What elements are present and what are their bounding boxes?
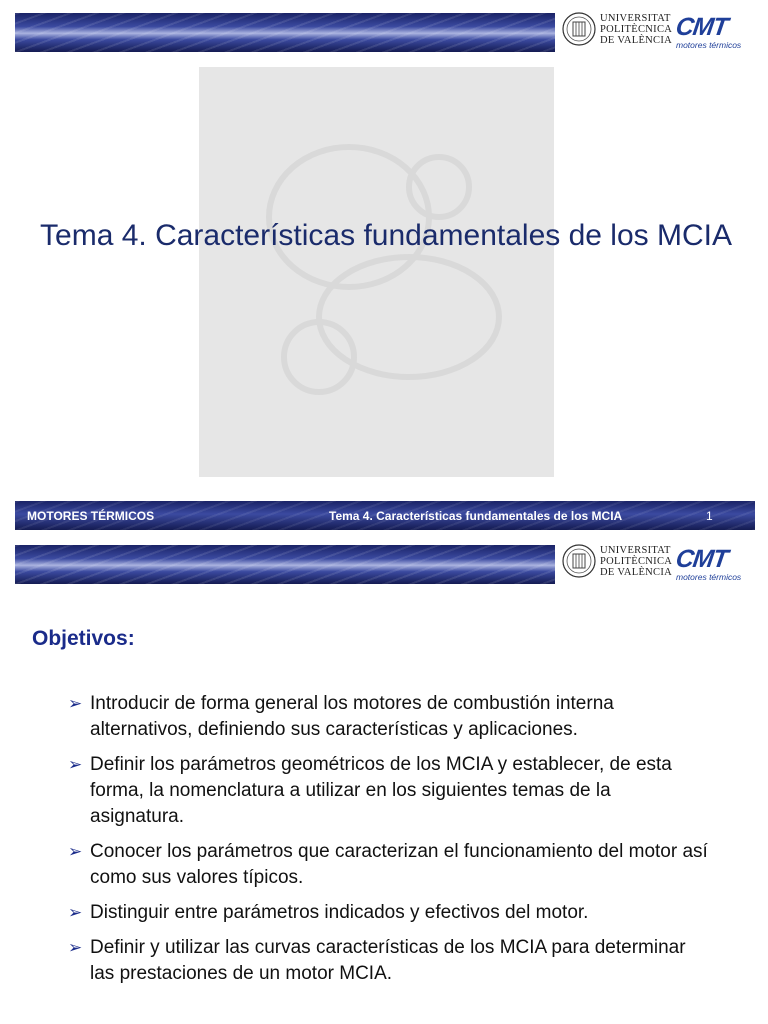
cmt-logo	[676, 15, 756, 50]
objectives-heading: Objetivos:	[32, 627, 135, 650]
header-banner	[15, 13, 555, 52]
list-item	[68, 900, 708, 926]
bullet-text: Introducir de forma general los motores de combustión interna alternativos, definiendo sus características y aplicaciones.	[90, 693, 614, 740]
list-item	[68, 691, 708, 743]
upv-line-3: DE VALÈNCIA	[600, 566, 673, 578]
arrowhead-bullet-icon: ➢	[68, 938, 83, 957]
upv-line-2: POLITÈCNICA	[600, 23, 673, 35]
arrowhead-bullet-icon: ➢	[68, 755, 83, 774]
bullet-text: Conocer los parámetros que caracterizan el funcionamiento del motor así como sus valores típicos.	[90, 841, 708, 888]
university-seal-icon	[562, 544, 596, 578]
slide-title: Tema 4. Características fundamentales de los MCIA	[40, 219, 732, 252]
cmt-logo-mark: CMT	[674, 13, 730, 41]
slide-2	[0, 534, 768, 1024]
upv-line-1: UNIVERSITAT	[600, 12, 671, 24]
list-item	[68, 839, 708, 891]
upv-logo	[562, 544, 672, 578]
header-banner	[15, 545, 555, 584]
bullet-text: Definir y utilizar las curvas características de los MCIA para determinar las prestaciones de un motor MCIA.	[90, 937, 686, 984]
objectives-list	[68, 691, 708, 996]
page-number: 1	[706, 509, 713, 523]
upv-line-1: UNIVERSITAT	[600, 544, 671, 556]
cmt-logo-subtitle: motores térmicos	[676, 40, 742, 50]
university-seal-icon	[562, 12, 596, 46]
footer-course: MOTORES TÉRMICOS	[27, 509, 155, 523]
cmt-logo-subtitle: motores térmicos	[676, 572, 742, 582]
bullet-text: Definir los parámetros geométricos de los MCIA y establecer, de esta forma, la nomenclatura a utilizar en los siguientes temas de la asignatura.	[90, 754, 672, 827]
cover-image	[199, 67, 554, 477]
upv-line-3: DE VALÈNCIA	[600, 34, 673, 46]
slide-footer	[15, 501, 755, 530]
upv-line-2: POLITÈCNICA	[600, 555, 673, 567]
list-item	[68, 752, 708, 830]
arrowhead-bullet-icon: ➢	[68, 903, 83, 922]
footer-topic: Tema 4. Características fundamentales de los MCIA	[329, 509, 623, 523]
arrowhead-bullet-icon: ➢	[68, 842, 83, 861]
bullet-text: Distinguir entre parámetros indicados y efectivos del motor.	[90, 902, 589, 923]
upv-logo	[562, 12, 672, 46]
cmt-logo-mark: CMT	[674, 545, 730, 573]
list-item	[68, 935, 708, 987]
arrowhead-bullet-icon: ➢	[68, 694, 83, 713]
cmt-logo	[676, 547, 756, 582]
engine-watermark-icon	[199, 67, 554, 477]
